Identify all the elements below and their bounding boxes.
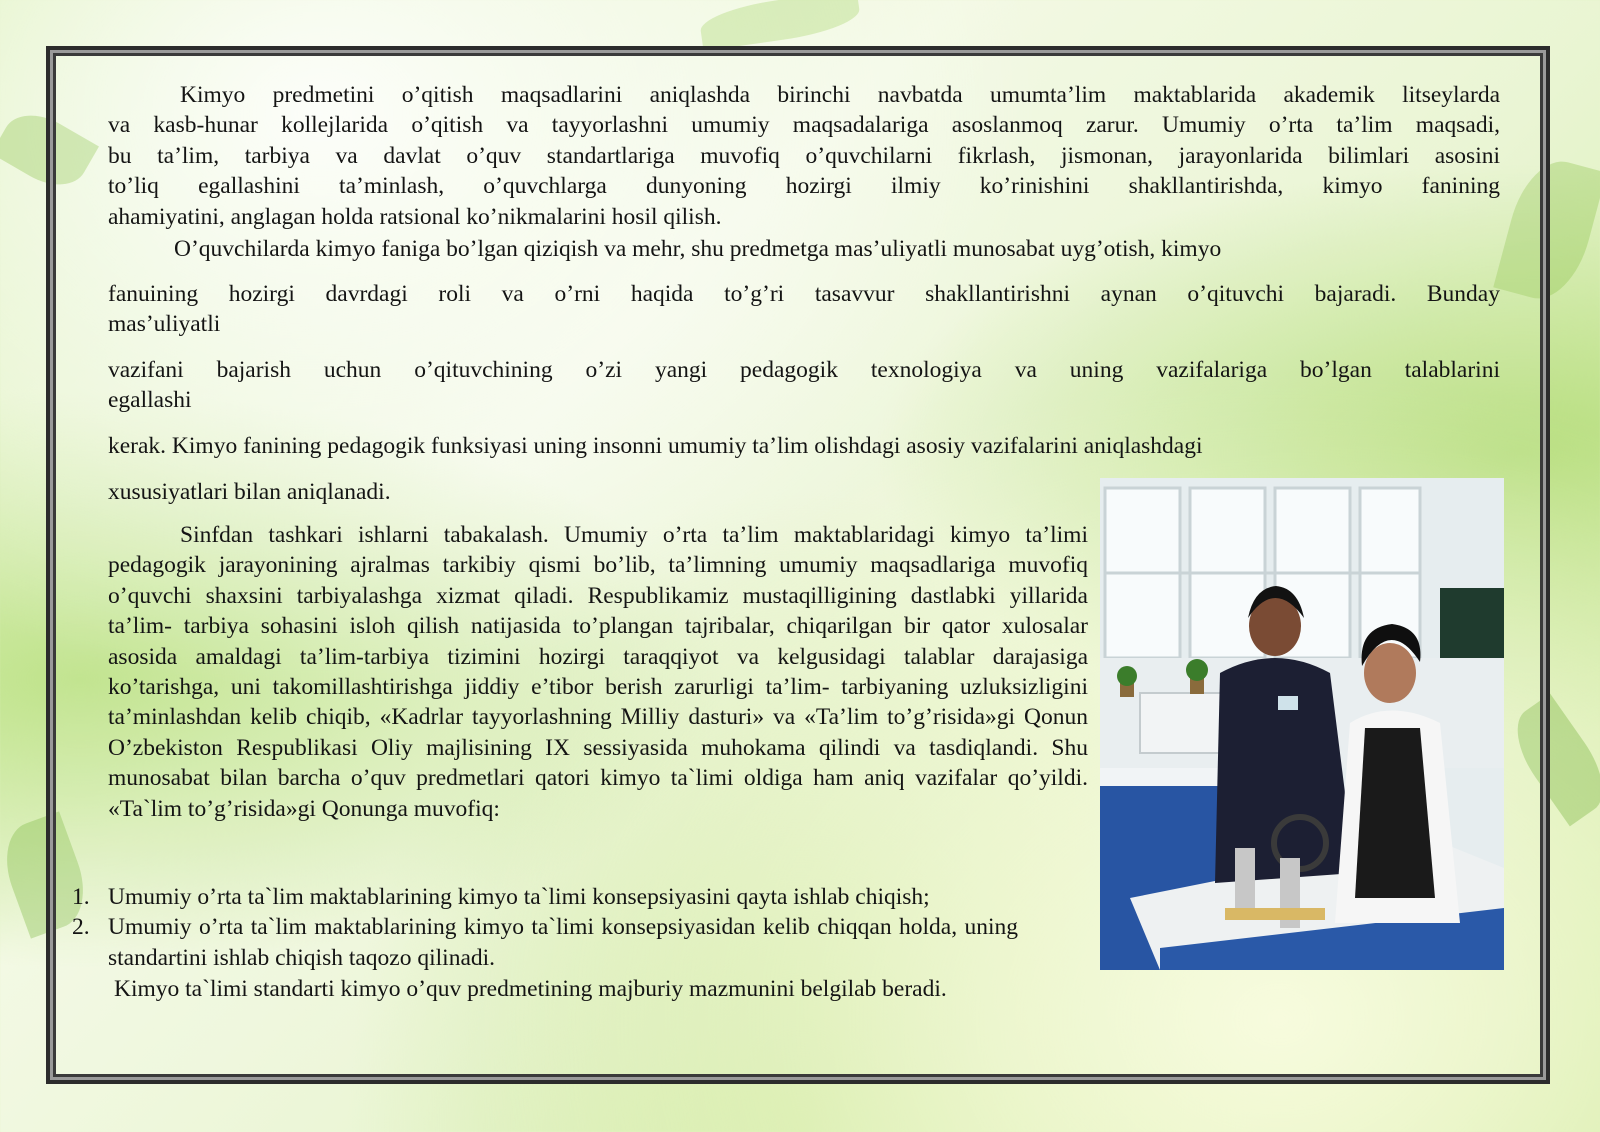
list-number: 1. bbox=[72, 884, 90, 910]
text-line: va kasb-hunar kollejlarida o’qitish va tayyorlashni umumiy maqsadalariga asoslanmoq zarur. Umumiy o’rta ta’lim maqsadi, bbox=[108, 112, 1500, 139]
paragraph-2-line: vazifani bajarish uchun o’qituvchining o’zi yangi pedagogik texnologiya va uning vazifalariga bo’lgan talablarini bbox=[108, 357, 1500, 383]
list-item bbox=[72, 882, 1018, 912]
list-number: 2. bbox=[72, 914, 90, 941]
numbered-list bbox=[72, 882, 1018, 973]
paragraph-2-line: mas’uliyatli bbox=[108, 311, 221, 337]
paragraph-1 bbox=[108, 80, 1500, 232]
paragraph-2-line: kerak. Kimyo fanining pedagogik funksiyasi uning insonni umumiy ta’lim olishdagi asosiy vazifalarini aniqlashdagi bbox=[108, 433, 1203, 459]
text-line: bu ta’lim, tarbiya va davlat o’quv standartlariga muvofiq o’quvchilarni fikrlash, jismonan, jarayonlarida bilimlari asosini bbox=[108, 142, 1500, 169]
decorative-leaf bbox=[698, 0, 862, 51]
paragraph-2-line: xususiyatlari bilan aniqlanadi. bbox=[108, 479, 391, 505]
closing-sentence: Kimyo ta`limi standarti kimyo o’quv predmetining majburiy mazmunini belgilab beradi. bbox=[114, 976, 947, 1002]
paragraph-3: Sinfdan tashkari ishlarni tabakalash. Umumiy o’rta ta’lim maktablaridagi kimyo ta’limi pedagogik jarayonining ajralmas tarkibiy qismi bo’lib, ta’limning umumiy maqsadlariga muvofiq o’quvchi shaxsini tarbiyalashga xizmat qiladi. Respublikamiz mustaqilligining dastlabki yillarida ta’lim- tarbiya sohasini isloh qilish natijasida to’plangan tajribalar, chiqarilgan bir qator xulosalar asosida amaldagi ta’lim-tarbiya tizimini hozirgi taraqqiyot va kelgusidagi talablar darajasiga ko’tarishga, uni takomillashtirishga jiddiy e’tibor berish zarurligi ta’lim- tarbiyaning uzluksizligini ta’minlashdan kelib chiqib, «Kadrlar tayyorlashning Milliy dasturi» va «Ta’lim to’g’risida»gi Qonun O’zbekiston Respublikasi Oliy majlisining IX sessiyasida muhokama qilindi va tasdiqlandi. Shu munosabat bilan barcha o’quv predmetlari qatori kimyo ta`limi oldiga ham aniq vazifalar qo’yildi. «Ta`lim to’g’risida»gi Qonunga muvofiq: bbox=[108, 522, 1088, 822]
classroom-photo bbox=[1100, 478, 1504, 970]
list-item bbox=[72, 912, 1018, 973]
text-line: to’liq egallashini ta’minlash, o’quvchlarga dunyoning hozirgi ilmiy ko’rinishini shakllantirishda, kimyo fanining bbox=[108, 173, 1500, 200]
paragraph-2-line: egallashi bbox=[108, 387, 192, 413]
text-line: Kimyo predmetini o’qitish maqsadlarini aniqlashda birinchi navbatda umumta’lim maktablarida akademik litseylarda bbox=[180, 82, 1500, 108]
text-line: ahamiyatini, anglagan holda ratsional ko’nikmalarini hosil qilish. bbox=[108, 203, 722, 230]
list-text: Umumiy o’rta ta`lim maktablarining kimyo ta`limi konsepsiyasidan kelib chiqqan holda, uning standartini ishlab chiqish taqozo qilinadi. bbox=[108, 914, 1018, 971]
list-text: Umumiy o’rta ta`lim maktablarining kimyo ta`limi konsepsiyasini qayta ishlab chiqish; bbox=[108, 884, 930, 910]
paragraph-2-line: O’quvchilarda kimyo faniga bo’lgan qiziqish va mehr, shu predmetga mas’uliyatli munosabat uyg’otish, kimyo bbox=[174, 236, 1222, 262]
paragraph-2-line: fanuining hozirgi davrdagi roli va o’rni haqida to’g’ri tasavvur shakllantirishni aynan o’qituvchi bajaradi. Bunday bbox=[108, 281, 1500, 307]
